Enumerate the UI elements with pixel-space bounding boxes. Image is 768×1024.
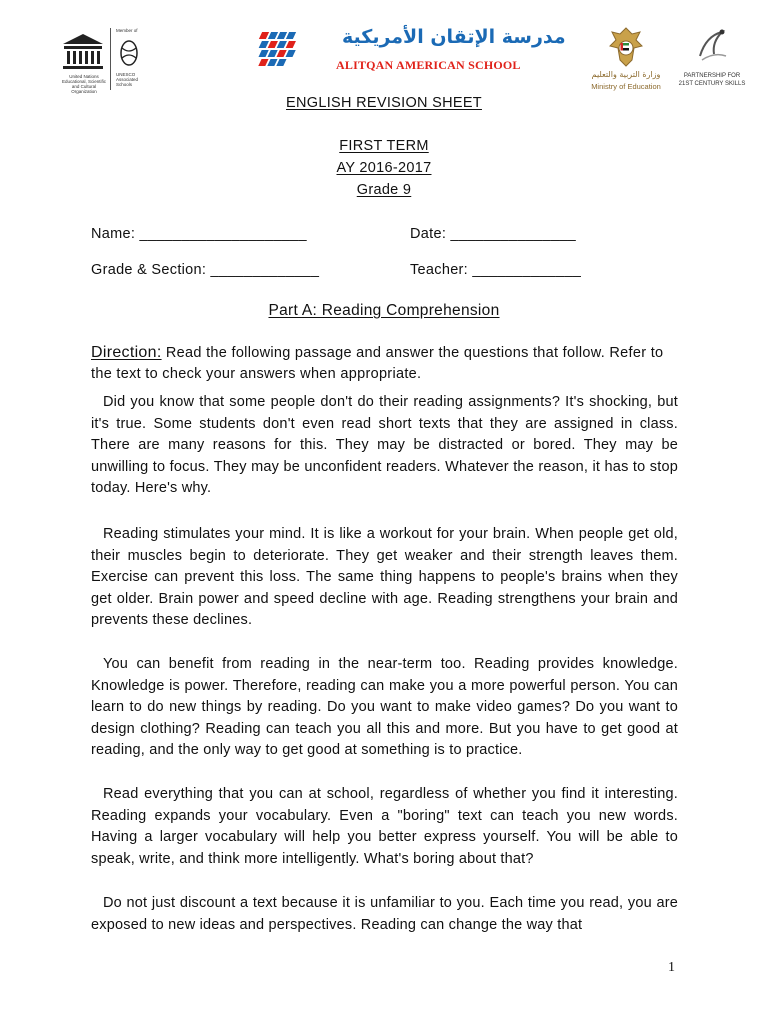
p21-swirl-icon bbox=[692, 26, 732, 68]
passage-paragraph-3: You can benefit from reading in the near-term too. Reading provides knowledge. Knowledge is power. Therefore, reading can make you a more powerful person. You can learn to do new things by reading. Do you want to make video games? Do you want to design clothing? Reading can teach you all this and more. But you have to get good at reading, and the only way to get good at something is to practice. bbox=[91, 656, 678, 759]
unesco-temple-icon bbox=[60, 32, 106, 72]
page-header bbox=[0, 22, 768, 100]
school-emblem-icon bbox=[246, 28, 308, 76]
sheet-title bbox=[0, 95, 768, 111]
direction-text: Read the following passage and answer the questions that follow. Refer to the text to check your answers when appropriate. bbox=[91, 345, 664, 382]
name-field[interactable]: Name: ____________________ bbox=[91, 226, 307, 242]
p21-line2: 21ST CENTURY SKILLS bbox=[678, 81, 746, 87]
term-title-text: FIRST TERM bbox=[339, 138, 429, 154]
p21-logo bbox=[676, 26, 748, 96]
academic-year bbox=[0, 160, 768, 176]
unesco-org-text: United Nations Educational, Scientific and Cultural Organization bbox=[61, 74, 107, 94]
part-a-heading bbox=[0, 302, 768, 320]
unesco-member-of: Member of bbox=[116, 28, 138, 33]
date-field[interactable]: Date: _______________ bbox=[410, 226, 576, 242]
page-number: 1 bbox=[668, 960, 675, 975]
grade-title bbox=[0, 182, 768, 198]
school-logo bbox=[246, 24, 566, 84]
p21-text bbox=[676, 72, 748, 88]
academic-year-text: AY 2016-2017 bbox=[336, 160, 432, 176]
grade-title-text: Grade 9 bbox=[356, 182, 412, 198]
grade-section-field[interactable]: Grade & Section: _____________ bbox=[91, 262, 320, 278]
unesco-associated-icon bbox=[118, 38, 140, 68]
uae-emblem-icon bbox=[608, 26, 644, 68]
school-name-arabic: مدرسة الإتقان الأمريكية bbox=[342, 26, 566, 48]
term-title bbox=[0, 138, 768, 154]
passage-paragraph-5: Do not just discount a text because it is unfamiliar to you. Each time you read, you are exposed to new ideas and perspectives. Reading can change the way that bbox=[91, 895, 678, 933]
passage-paragraph-2: Reading stimulates your mind. It is like a workout for your brain. When people get old, their muscles begin to deteriorate. They get weaker and their strength leaves them. Exercise can prevent this loss. The same thing happens to people's brains when they get older. Brain power and speed decline with age. Reading strengthens your brain and prevents these declines. bbox=[91, 526, 678, 629]
direction-label: Direction: bbox=[91, 344, 162, 361]
ministry-name-english: Ministry of Education bbox=[591, 82, 661, 91]
passage-paragraph-1: Did you know that some people don't do their reading assignments? It's shocking, but it's true. Some students don't even read short texts that they are assigned in class. There are many reasons for this. They may be distracted or bored. They may be unwilling to focus. They may be unconfident readers. Whatever the reason, it has to stop today. Here's why. bbox=[91, 394, 678, 497]
school-name-english: ALITQAN AMERICAN SCHOOL bbox=[336, 58, 521, 72]
passage-paragraph-4: Read everything that you can at school, regardless of whether you find it interesting. Reading expands your vocabulary. Even a "boring" text can teach you new words. Having a larger vocabulary will help you better express yourself. You will be able to speak, write, and think more intelligently. What's boring about that? bbox=[91, 786, 678, 867]
p21-line1: PARTNERSHIP FOR bbox=[683, 73, 741, 79]
sheet-title-text: ENGLISH REVISION SHEET bbox=[286, 95, 482, 111]
unesco-assoc-text: UNESCO Associated Schools bbox=[116, 72, 139, 87]
part-a-heading-text: Part A: Reading Comprehension bbox=[268, 302, 500, 319]
ministry-logo bbox=[586, 26, 666, 98]
unesco-logo bbox=[60, 28, 148, 92]
teacher-field[interactable]: Teacher: _____________ bbox=[410, 262, 582, 278]
ministry-name-arabic: وزارة التربية والتعليم bbox=[591, 70, 661, 79]
direction-block bbox=[91, 343, 681, 384]
unesco-divider bbox=[110, 28, 111, 90]
